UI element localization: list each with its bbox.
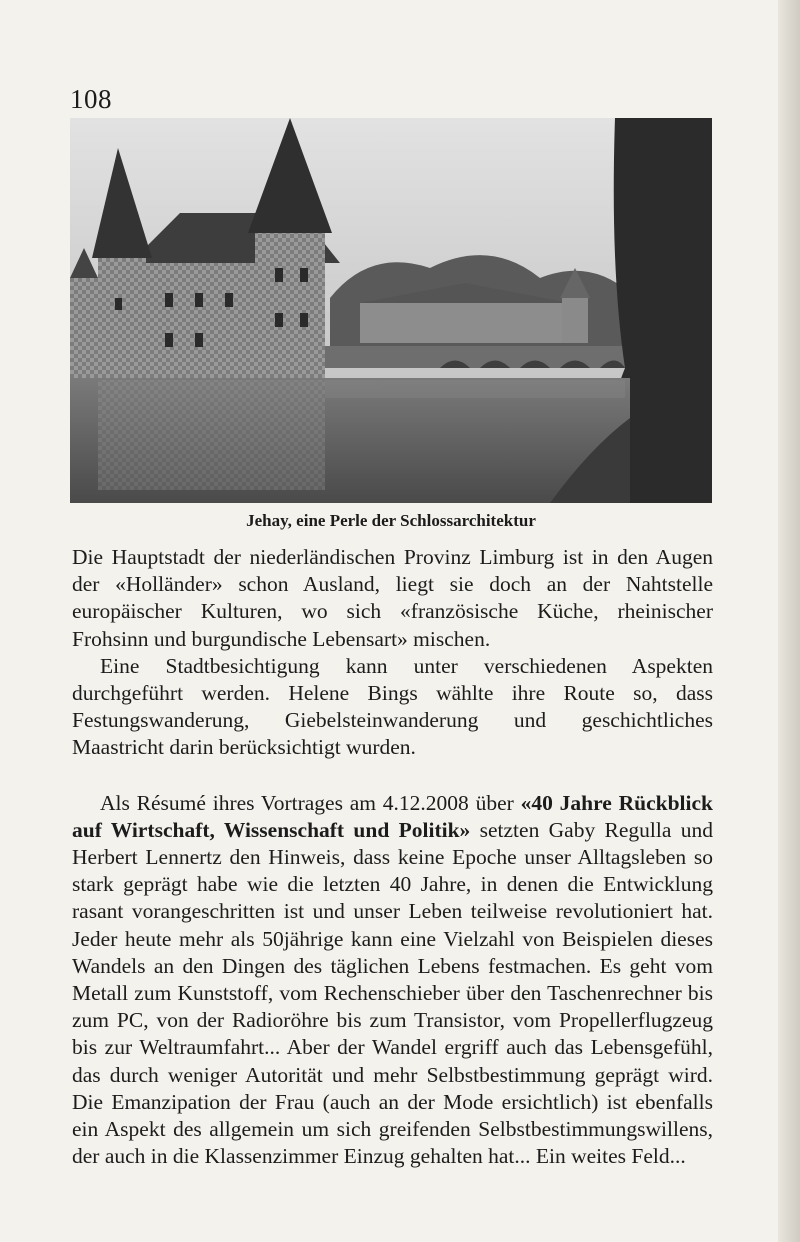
castle-illustration bbox=[70, 118, 712, 503]
page-edge bbox=[778, 0, 800, 1242]
castle-photo bbox=[70, 118, 712, 503]
far-building bbox=[360, 303, 570, 343]
page-number: 108 bbox=[70, 84, 112, 114]
paragraph-3-intro: Als Résumé ihres Vortrages am 4.12.2008 über bbox=[100, 790, 521, 815]
photo-caption: Jehay, eine Perle der Schlossarchitektur bbox=[246, 511, 536, 530]
article-body bbox=[72, 544, 713, 1170]
tower-left bbox=[98, 253, 146, 378]
paragraph-1: Die Hauptstadt der niederländischen Provinz Limburg ist in den Augen der «Holländer» schon Ausland, liegt sie doch an der Nahtstelle europäischer Kulturen, wo sich «französische Küche, rheinischer Frohsinn und burgundische Lebensart» mischen. bbox=[72, 545, 713, 651]
tower-center bbox=[255, 228, 325, 378]
paragraph-3-rest: setzten Gaby Regulla und Herbert Lennertz den Hinweis, dass keine Epoche unser Alltagsleben so stark geprägt habe wie die letzten 40 Jahre, in denen die Entwicklung rasant vorangeschritten ist und unser Leben teilweise revolutioniert hat. Jeder heute mehr als 50jährige kann eine Vielzahl von Beispielen dieses Wandels an den Dingen des täglichen Lebens festmachen. Es geht vom Metall zum Kunststoff, vom Rechenschieber über den Taschenrechner bis zum PC, von der Radioröhre bis zum Transistor, vom Propellerflugzeug bis zur Weltraumfahrt... Aber der Wandel ergriff auch das Lebensgefühl, das durch weniger Autorität und mehr Selbstbestimmung geprägt wird. Die Emanzipation der Frau (auch an der Mode ersichtlich) ist ebenfalls ein Aspekt des allgemein um sich greifenden Selbstbestimmungswillens, der auch in die Klassenzimmer Einzug gehalten hat... Ein weites Feld... bbox=[72, 817, 713, 1169]
paragraph-2: Eine Stadtbesichtigung kann unter verschiedenen Aspekten durchgeführt werden. Helene Bings wählte ihre Route so, dass Festungswanderung, Giebelsteinwanderung und geschichtliches Maastricht darin berücksichtigt wurden. bbox=[72, 653, 713, 760]
left-tower bbox=[70, 278, 98, 378]
far-tower bbox=[562, 298, 588, 343]
paragraph-3 bbox=[72, 790, 713, 1171]
lecture-title: «40 Jahre Rückblick auf Wirtschaft, Wissenschaft und Politik» bbox=[72, 790, 713, 842]
